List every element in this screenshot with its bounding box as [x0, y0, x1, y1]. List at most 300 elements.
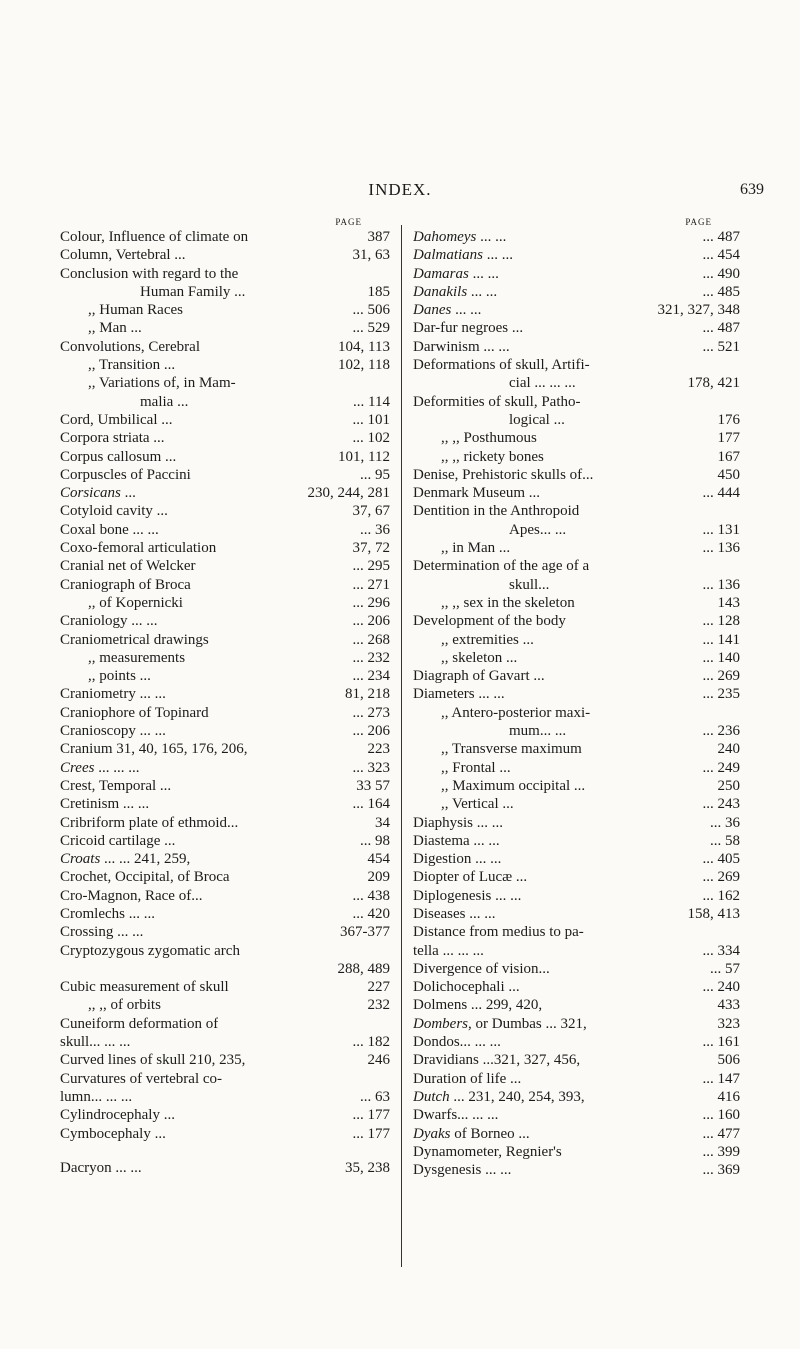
- index-entry: [60, 1051, 390, 1069]
- index-term: Darwinism ... ...: [413, 338, 510, 355]
- index-entry: [60, 1088, 390, 1106]
- index-entry: [60, 521, 390, 539]
- index-pages: ... 136: [702, 576, 740, 593]
- index-pages: 230, 244, 281: [307, 485, 390, 502]
- index-pages: 209: [367, 869, 390, 886]
- index-term: Determination of the age of a: [413, 558, 590, 575]
- index-term: Croats ... ... 241, 259,: [60, 851, 191, 868]
- index-pages: ... 485: [702, 283, 740, 300]
- index-pages: ... 235: [702, 686, 740, 703]
- index-pages: ... 162: [702, 887, 740, 904]
- index-entry: [60, 1070, 390, 1088]
- index-pages: ... 234: [352, 668, 390, 685]
- index-term: Dutch ... 231, 240, 254, 393,: [413, 1088, 585, 1105]
- index-term: Dentition in the Anthropoid: [413, 503, 580, 520]
- page-number: 639: [740, 181, 764, 198]
- index-pages: 250: [717, 777, 740, 794]
- index-term: ,, of Kopernicki: [88, 594, 183, 611]
- index-term: Cricoid cartilage ...: [60, 832, 176, 849]
- index-entry: [60, 795, 390, 813]
- index-entry: [413, 393, 740, 411]
- index-entry: [413, 246, 740, 264]
- index-entry: [60, 448, 390, 466]
- index-pages: ... 273: [352, 704, 390, 721]
- page-column-label: PAGE: [685, 217, 712, 227]
- index-term: Crest, Temporal ...: [60, 777, 172, 794]
- index-entry: [413, 283, 740, 301]
- index-term: Conclusion with regard to the: [60, 265, 239, 282]
- index-term: ,, Antero-posterior maxi-: [441, 704, 591, 721]
- index-pages: 143: [717, 594, 740, 611]
- index-entry: [413, 978, 740, 996]
- index-pages: 288, 489: [337, 960, 390, 977]
- index-entry: [60, 356, 390, 374]
- index-entry: [60, 338, 390, 356]
- index-term: Crees ... ... ...: [60, 759, 140, 776]
- index-entry: [413, 960, 740, 978]
- index-term: Dolmens ... 299, 420,: [413, 997, 543, 1014]
- index-term: ,, Transition ...: [88, 357, 176, 374]
- index-entry: [413, 557, 740, 575]
- index-pages: ... 161: [702, 1034, 740, 1051]
- index-entry: [60, 1159, 390, 1177]
- page-column-label: PAGE: [335, 217, 362, 227]
- index-term: Dysgenesis ... ...: [413, 1162, 512, 1179]
- index-term: Digestion ... ...: [413, 851, 502, 868]
- index-term: Curvatures of vertebral co-: [60, 1070, 223, 1087]
- index-entry: [60, 1033, 390, 1051]
- index-entry: [60, 466, 390, 484]
- index-term: Craniometry ... ...: [60, 686, 166, 703]
- index-entry: [60, 996, 390, 1014]
- index-entry: [60, 905, 390, 923]
- index-entry: [413, 374, 740, 392]
- index-term: malia ...: [140, 393, 189, 410]
- index-pages: 321, 327, 348: [657, 302, 740, 319]
- index-term: ,, Man ...: [88, 320, 142, 337]
- index-term: Cubic measurement of skull: [60, 979, 229, 996]
- index-term: Dahomeys ... ...: [413, 229, 507, 245]
- index-entry: [413, 1070, 740, 1088]
- index-term: ,, measurements: [88, 649, 186, 666]
- index-entry: [413, 905, 740, 923]
- index-pages: ... 506: [352, 302, 390, 319]
- index-term: ,, Human Races: [88, 302, 183, 319]
- index-entry: [413, 814, 740, 832]
- index-entry: [413, 942, 740, 960]
- index-entry: [413, 777, 740, 795]
- index-entry: [60, 228, 390, 246]
- index-entry: [413, 631, 740, 649]
- index-entry: [413, 356, 740, 374]
- index-entry: [60, 283, 390, 301]
- index-entry: [413, 722, 740, 740]
- index-entry: [60, 923, 390, 941]
- index-term: Cro-Magnon, Race of...: [60, 887, 203, 904]
- index-term: Dyaks of Borneo ...: [413, 1125, 530, 1142]
- index-term: Human Family ...: [140, 283, 246, 300]
- index-entry: [60, 1125, 390, 1143]
- index-entry: [413, 1051, 740, 1069]
- index-pages: 101, 112: [338, 448, 390, 465]
- index-pages: 81, 218: [345, 686, 390, 703]
- index-term: ,, ,, of orbits: [88, 997, 161, 1014]
- index-entry: [413, 996, 740, 1014]
- index-term: Distance from medius to pa-: [413, 924, 584, 941]
- index-pages: 177: [717, 430, 740, 447]
- index-entry: [413, 649, 740, 667]
- index-entry: [60, 631, 390, 649]
- index-pages: 454: [367, 851, 390, 868]
- index-term: Crochet, Occipital, of Broca: [60, 869, 230, 886]
- index-pages: ... 206: [352, 723, 390, 740]
- index-pages: ... 98: [360, 832, 390, 849]
- index-entry: [413, 832, 740, 850]
- index-term: cial ... ... ...: [509, 375, 576, 392]
- index-pages: ... 141: [702, 631, 740, 648]
- index-pages: ... 95: [360, 466, 390, 483]
- index-pages: ... 232: [352, 649, 390, 666]
- index-entry: [60, 429, 390, 447]
- index-term: ,, Vertical ...: [441, 796, 514, 813]
- index-entry: [60, 814, 390, 832]
- index-entry: [413, 1015, 740, 1033]
- index-pages: 387: [367, 229, 390, 245]
- index-term: Diagraph of Gavart ...: [413, 668, 545, 685]
- index-entry: [413, 265, 740, 283]
- index-term: Cuneiform deformation of: [60, 1015, 219, 1032]
- index-term: Denmark Museum ...: [413, 485, 541, 502]
- index-entry: [413, 429, 740, 447]
- index-pages: 240: [717, 741, 740, 758]
- index-pages: ... 334: [702, 942, 740, 959]
- index-pages: ... 405: [702, 851, 740, 868]
- index-pages: ... 296: [352, 594, 390, 611]
- index-entry: [413, 484, 740, 502]
- index-term: Dar-fur negroes ...: [413, 320, 524, 337]
- index-pages: 223: [367, 741, 390, 758]
- index-pages: 35, 238: [345, 1159, 390, 1176]
- index-pages: 34: [375, 814, 390, 831]
- index-entry: [60, 265, 390, 283]
- index-term: Corsicans ...: [60, 485, 136, 502]
- index-entry: [413, 704, 740, 722]
- index-term: Dolichocephali ...: [413, 979, 520, 996]
- index-term: Deformations of skull, Artifi-: [413, 357, 590, 374]
- index-pages: ... 269: [702, 668, 740, 685]
- index-term: Crossing ... ...: [60, 924, 144, 941]
- index-term: Column, Vertebral ...: [60, 247, 186, 264]
- index-entry: [60, 393, 390, 411]
- index-term: Coxal bone ... ...: [60, 521, 159, 538]
- index-entry: [60, 942, 390, 960]
- index-entry: [60, 722, 390, 740]
- index-pages: ... 131: [702, 521, 740, 538]
- index-pages: 31, 63: [352, 247, 390, 264]
- index-pages: ... 271: [352, 576, 390, 593]
- index-entry: [60, 960, 390, 978]
- index-term: Craniograph of Broca: [60, 576, 191, 593]
- index-term: Cribriform plate of ethmoid...: [60, 814, 239, 831]
- index-term: Deformities of skull, Patho-: [413, 393, 581, 410]
- index-pages: 433: [717, 997, 740, 1014]
- index-column-left: [60, 216, 390, 1177]
- index-entries-right: [413, 228, 740, 1179]
- index-term: Cranial net of Welcker: [60, 558, 196, 575]
- index-pages: ... 438: [352, 887, 390, 904]
- index-term: Diameters ... ...: [413, 686, 505, 703]
- index-entry: [413, 923, 740, 941]
- index-term: Dwarfs... ... ...: [413, 1107, 499, 1124]
- index-term: Diaphysis ... ...: [413, 814, 503, 831]
- index-entries-left: [60, 228, 390, 1177]
- index-term: logical ...: [509, 411, 565, 428]
- index-pages: ... 487: [702, 229, 740, 245]
- index-entry: [60, 374, 390, 392]
- index-term: Danes ... ...: [413, 302, 482, 319]
- index-pages: ... 240: [702, 979, 740, 996]
- index-term: tella ... ... ...: [413, 942, 484, 959]
- index-term: Craniology ... ...: [60, 613, 158, 630]
- index-entry: [413, 1143, 740, 1161]
- index-term: Cylindrocephaly ...: [60, 1107, 175, 1124]
- index-pages: 104, 113: [338, 338, 390, 355]
- index-entry: [413, 1088, 740, 1106]
- index-entry: [413, 338, 740, 356]
- index-term: Cotyloid cavity ...: [60, 503, 168, 520]
- index-entry: [413, 795, 740, 813]
- index-entry: [60, 704, 390, 722]
- index-entry: [413, 1125, 740, 1143]
- index-pages: 102, 118: [338, 357, 390, 374]
- index-pages: ... 295: [352, 558, 390, 575]
- index-entry: [60, 502, 390, 520]
- index-term: Coxo-femoral articulation: [60, 540, 217, 557]
- index-pages: ... 177: [352, 1125, 390, 1142]
- index-entry: [60, 1106, 390, 1124]
- index-entry: [60, 576, 390, 594]
- index-pages: ... 36: [710, 814, 740, 831]
- index-entry: [60, 319, 390, 337]
- index-pages: ... 420: [352, 905, 390, 922]
- index-entry: [413, 576, 740, 594]
- index-entry: [413, 612, 740, 630]
- column-divider: [401, 225, 402, 1267]
- index-pages: ... 128: [702, 613, 740, 630]
- index-entry: [60, 832, 390, 850]
- index-term: Divergence of vision...: [413, 960, 550, 977]
- index-pages: ... 101: [352, 411, 390, 428]
- index-entry: [60, 685, 390, 703]
- index-pages: ... 477: [702, 1125, 740, 1142]
- index-term: Apes... ...: [509, 521, 567, 538]
- index-entry: [413, 301, 740, 319]
- index-pages: ... 36: [360, 521, 390, 538]
- index-entry: [60, 594, 390, 612]
- index-term: Cromlechs ... ...: [60, 905, 155, 922]
- index-entry: [60, 246, 390, 264]
- index-pages: 158, 413: [687, 905, 740, 922]
- index-entry: [60, 740, 390, 758]
- index-entry: [60, 557, 390, 575]
- index-entry: [413, 448, 740, 466]
- index-pages: ... 177: [352, 1107, 390, 1124]
- index-entry: [413, 685, 740, 703]
- index-pages: ... 57: [710, 960, 740, 977]
- index-entry: [60, 667, 390, 685]
- index-pages: ... 63: [360, 1088, 390, 1105]
- index-pages: 227: [367, 979, 390, 996]
- index-pages: 33 57: [356, 777, 390, 794]
- index-pages: ... 454: [702, 247, 740, 264]
- index-entry: [413, 411, 740, 429]
- index-term: Colour, Influence of climate on: [60, 229, 249, 245]
- index-pages: 232: [367, 997, 390, 1014]
- index-pages: ... 236: [702, 723, 740, 740]
- index-term: lumn... ... ...: [60, 1088, 133, 1105]
- index-pages: 37, 67: [352, 503, 390, 520]
- index-entry: [413, 740, 740, 758]
- index-term: Denise, Prehistoric skulls of...: [413, 466, 594, 483]
- index-pages: ... 490: [702, 265, 740, 282]
- index-term: Diseases ... ...: [413, 905, 496, 922]
- index-pages: ... 147: [702, 1070, 740, 1087]
- index-entry: [413, 667, 740, 685]
- index-entry: [413, 1106, 740, 1124]
- index-pages: ... 160: [702, 1107, 740, 1124]
- index-pages: ... 249: [702, 759, 740, 776]
- index-pages: ... 140: [702, 649, 740, 666]
- index-term: ,, points ...: [88, 668, 151, 685]
- index-term: Craniometrical drawings: [60, 631, 209, 648]
- index-entry: [60, 539, 390, 557]
- index-term: Dombers, or Dumbas ... 321,: [413, 1015, 587, 1032]
- index-term: Damaras ... ...: [413, 265, 499, 282]
- index-pages: ... 369: [702, 1162, 740, 1179]
- index-pages: ... 323: [352, 759, 390, 776]
- index-pages: ... 269: [702, 869, 740, 886]
- index-term: Cymbocephaly ...: [60, 1125, 166, 1142]
- index-pages: ... 399: [702, 1143, 740, 1160]
- index-entry: [413, 521, 740, 539]
- index-pages: 185: [367, 283, 390, 300]
- index-term: Corpuscles of Paccini: [60, 466, 191, 483]
- index-entry: [413, 594, 740, 612]
- index-term: Duration of life ...: [413, 1070, 522, 1087]
- index-entry: [60, 484, 390, 502]
- index-pages: ... 487: [702, 320, 740, 337]
- index-term: skull... ... ...: [60, 1034, 131, 1051]
- index-term: ,, ,, sex in the skeleton: [441, 594, 575, 611]
- index-term: Dondos... ... ...: [413, 1034, 501, 1051]
- index-entry: [60, 777, 390, 795]
- index-column-right: [413, 216, 740, 1179]
- index-term: ,, Variations of, in Mam-: [88, 375, 236, 392]
- index-pages: ... 206: [352, 613, 390, 630]
- index-pages: 167: [717, 448, 740, 465]
- index-entry: [60, 759, 390, 777]
- index-pages: ... 529: [352, 320, 390, 337]
- index-term: skull...: [509, 576, 550, 593]
- index-pages: 367-377: [340, 924, 390, 941]
- index-pages: ... 243: [702, 796, 740, 813]
- index-entry: [413, 228, 740, 246]
- index-term: Dynamometer, Regnier's: [413, 1143, 562, 1160]
- index-pages: ... 521: [702, 338, 740, 355]
- index-entry: [413, 319, 740, 337]
- index-term: ,, Transverse maximum: [441, 741, 582, 758]
- index-pages: 178, 421: [687, 375, 740, 392]
- index-entry: [60, 649, 390, 667]
- index-term: Diopter of Lucæ ...: [413, 869, 528, 886]
- index-term: Corpora striata ...: [60, 430, 165, 447]
- index-entry: [60, 868, 390, 886]
- index-entry: [60, 301, 390, 319]
- index-entry: [60, 1015, 390, 1033]
- index-term: ,, extremities ...: [441, 631, 534, 648]
- index-entry: [413, 1033, 740, 1051]
- index-pages: 416: [717, 1088, 740, 1105]
- index-entry: [413, 850, 740, 868]
- index-term: Corpus callosum ...: [60, 448, 177, 465]
- index-entry: [413, 466, 740, 484]
- index-pages: 37, 72: [352, 540, 390, 557]
- index-term: Cord, Umbilical ...: [60, 411, 173, 428]
- index-term: Danakils ... ...: [413, 283, 498, 300]
- index-pages: ... 444: [702, 485, 740, 502]
- index-term: Dalmatians ... ...: [413, 247, 514, 264]
- index-entry: [60, 411, 390, 429]
- index-term: mum... ...: [509, 723, 567, 740]
- index-term: Dravidians ...321, 327, 456,: [413, 1052, 581, 1069]
- index-entry: [413, 1161, 740, 1179]
- index-term: ,, skeleton ...: [441, 649, 518, 666]
- index-term: ,, ,, Posthumous: [441, 430, 537, 447]
- index-term: ,, in Man ...: [441, 540, 511, 557]
- index-entry: [413, 759, 740, 777]
- index-pages: 246: [367, 1052, 390, 1069]
- index-pages: ... 182: [352, 1034, 390, 1051]
- index-pages: ... 102: [352, 430, 390, 447]
- index-term: Cranioscopy ... ...: [60, 723, 166, 740]
- running-head-title: INDEX.: [368, 180, 432, 199]
- index-term: Diplogenesis ... ...: [413, 887, 522, 904]
- index-pages: 506: [717, 1052, 740, 1069]
- index-term: Curved lines of skull 210, 235,: [60, 1052, 246, 1069]
- index-entry: [60, 887, 390, 905]
- index-term: ,, ,, rickety bones: [441, 448, 544, 465]
- index-term: Cretinism ... ...: [60, 796, 150, 813]
- index-term: Development of the body: [413, 613, 566, 630]
- index-pages: 450: [717, 466, 740, 483]
- index-pages: 176: [717, 411, 740, 428]
- index-entry: [413, 868, 740, 886]
- index-pages: ... 136: [702, 540, 740, 557]
- index-entry: [413, 887, 740, 905]
- index-term: Diastema ... ...: [413, 832, 500, 849]
- index-term: Dacryon ... ...: [60, 1159, 142, 1176]
- index-term: ,, Maximum occipital ...: [441, 777, 586, 794]
- index-pages: ... 268: [352, 631, 390, 648]
- index-entry: [413, 502, 740, 520]
- index-entry: [60, 850, 390, 868]
- index-pages: ... 58: [710, 832, 740, 849]
- index-pages: 323: [717, 1015, 740, 1032]
- index-term: Cranium 31, 40, 165, 176, 206,: [60, 741, 248, 758]
- index-entry: [60, 978, 390, 996]
- index-pages: ... 164: [352, 796, 390, 813]
- index-entry: [413, 539, 740, 557]
